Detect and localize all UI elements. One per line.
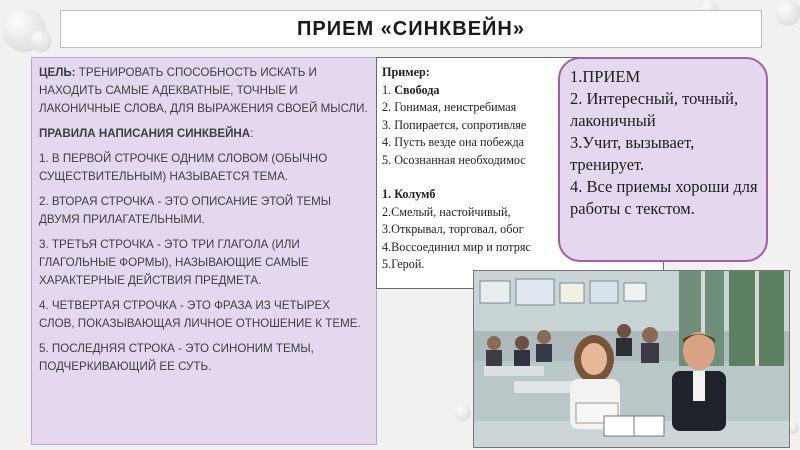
example-line: 3. Попирается, сопротивляе — [382, 117, 527, 132]
rules-label: ПРАВИЛА НАПИСАНИЯ СИНКВЕЙНА — [39, 127, 251, 140]
bubble-decoration — [775, 0, 800, 26]
rules-heading — [39, 125, 368, 143]
bubble-decoration — [30, 30, 52, 52]
example-heading: Пример: — [382, 65, 430, 79]
slide-title: ПРИЕМ «СИНКВЕЙН» — [297, 17, 525, 40]
bubble-decoration — [455, 405, 471, 421]
classroom-photo — [473, 270, 790, 448]
title-box — [60, 10, 762, 48]
callout-line: 2. Интересный, точный, лаконичный — [570, 89, 739, 130]
classroom-photo-drawing — [474, 271, 790, 448]
summary-callout — [558, 57, 768, 262]
example-topic-word: Свобода — [394, 82, 440, 97]
goal-paragraph — [39, 64, 368, 118]
example-line: 5. Осознанная необходимос — [382, 152, 526, 167]
rules-panel — [31, 57, 377, 445]
rules-colon: : — [250, 127, 254, 140]
callout-line: 4. Все приемы хороши для работы с текстом. — [570, 177, 758, 218]
goal-text: ТРЕНИРОВАТЬ СПОСОБНОСТЬ ИСКАТЬ И НАХОДИТЬ САМЫЕ АДЕКВАТНЫЕ, ТОЧНЫЕ И ЛАКОНИЧНЫЕ СЛОВА, ДЛЯ ВЫРАЖЕНИЯ СВОЕЙ МЫСЛИ. — [39, 66, 368, 115]
example-line: 2.Смелый, настойчивый, — [382, 204, 511, 219]
rule-item: 1. В ПЕРВОЙ СТРОЧКЕ ОДНИМ СЛОВОМ (ОБЫЧНО СУЩЕСТВИТЕЛЬНЫМ) НАЗЫВАЕТСЯ ТЕМА. — [39, 152, 328, 183]
rule-item: 3. ТРЕТЬЯ СТРОЧКА - ЭТО ТРИ ГЛАГОЛА (ИЛИ ГЛАГОЛЬНЫЕ ФОРМЫ), НАЗЫВАЮЩИЕ САМЫЕ ХАРАКТЕРНЫЕ ДЕЙСТВИЯ ПРЕДМЕТА. — [39, 238, 309, 287]
example-line: 3.Открывал, торговал, обог — [382, 222, 524, 236]
rule-item: 4. ЧЕТВЕРТАЯ СТРОЧКА - ЭТО ФРАЗА ИЗ ЧЕТЫРЕХ СЛОВ, ПОКАЗЫВАЮЩАЯ ЛИЧНОЕ ОТНОШЕНИЕ К ТЕМЕ. — [39, 299, 361, 330]
example-line-number: 1. — [382, 82, 395, 97]
example-line: 5.Герой. — [382, 257, 425, 271]
example-line: 1. Колумб — [382, 187, 436, 201]
callout-line: 3.Учит, вызывает, тренирует. — [570, 133, 695, 174]
example-line: 4.Воссоединил мир и потряс — [382, 239, 531, 254]
example-line: 4. Пусть везде она побежда — [382, 135, 525, 149]
callout-line: 1.ПРИЕМ — [570, 67, 641, 86]
goal-label: ЦЕЛЬ: — [39, 66, 76, 79]
rule-item: 5. ПОСЛЕДНЯЯ СТРОКА - ЭТО СИНОНИМ ТЕМЫ, ПОДЧЕРКИВАЮЩИЙ ЕЕ СУТЬ. — [39, 342, 314, 373]
rule-item: 2. ВТОРАЯ СТРОЧКА - ЭТО ОПИСАНИЕ ЭТОЙ ТЕМЫ ДВУМЯ ПРИЛАГАТЕЛЬНЫМИ. — [39, 195, 332, 226]
example-line: 2. Гонимая, неистребимая — [382, 100, 517, 114]
